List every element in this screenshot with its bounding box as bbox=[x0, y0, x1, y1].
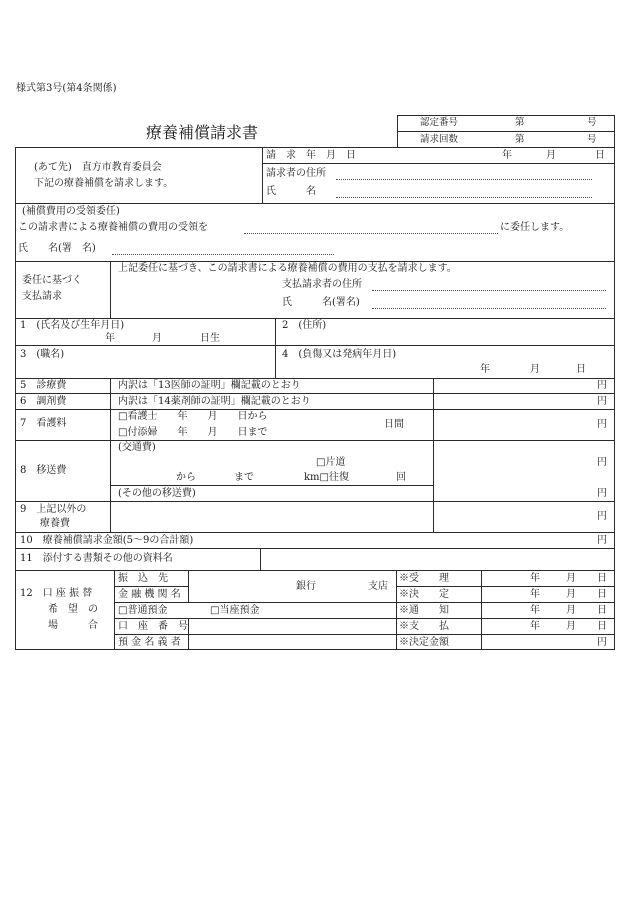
office-decided-amount-label: ※決定金額 bbox=[399, 637, 449, 648]
item-9-label-1: 9 上記以外の bbox=[20, 504, 87, 515]
other-transport-label: (その他の移送費) bbox=[118, 488, 196, 499]
office-decided-year: 年 bbox=[530, 589, 540, 600]
item-1-born: 日生 bbox=[200, 333, 220, 344]
ordinary-deposit-checkbox[interactable]: □普通預金 bbox=[118, 605, 168, 616]
office-notified-label: ※通 知 bbox=[399, 605, 449, 616]
bank-suffix: 銀行 bbox=[296, 581, 316, 592]
office-notified-month: 月 bbox=[566, 605, 576, 616]
account-holder-label: 預 金 名 義 者 bbox=[118, 637, 181, 648]
claim-count-label: 請求回数 bbox=[420, 134, 459, 145]
claim-count-dai: 第 bbox=[515, 134, 525, 145]
item-9-label-2: 療養費 bbox=[40, 518, 70, 529]
item-12-label-2: 希 望 の bbox=[48, 604, 98, 615]
item-4-year: 年 bbox=[480, 364, 490, 375]
office-received-day: 日 bbox=[597, 573, 607, 584]
current-deposit-checkbox[interactable]: □当座預金 bbox=[210, 605, 260, 616]
item-1-year: 年 bbox=[105, 333, 115, 344]
nurse-period-from: □看護士 年 月 日から bbox=[118, 411, 268, 422]
item-8-label: 8 移送費 bbox=[20, 465, 67, 476]
delegated-claim-text: 上記委任に基づき、この請求書による療養補償の費用の支払を請求します。 bbox=[118, 263, 457, 274]
office-notified-year: 年 bbox=[530, 605, 540, 616]
transport-to: まで bbox=[234, 472, 254, 483]
item-4-month: 月 bbox=[530, 364, 540, 375]
account-number-label: 口 座 番 号 bbox=[118, 621, 188, 632]
delegated-claim-label-1: 委任に基づく bbox=[22, 275, 82, 286]
claim-count-go: 号 bbox=[587, 134, 597, 145]
claim-date-year: 年 bbox=[502, 150, 512, 161]
office-decided-label: ※決 定 bbox=[399, 589, 449, 600]
office-received-month: 月 bbox=[566, 573, 576, 584]
payment-claimant-address-label: 支払請求者の住所 bbox=[282, 279, 362, 290]
payment-claimant-address-field[interactable] bbox=[372, 290, 606, 291]
item-6-label: 6 調剤費 bbox=[20, 396, 67, 407]
item-12-label-3: 場 合 bbox=[48, 620, 98, 631]
item-5-note: 内訳は「13医師の証明」欄記載のとおり bbox=[118, 380, 301, 391]
traffic-expense-label: (交通費) bbox=[118, 442, 156, 453]
office-paid-month: 月 bbox=[566, 621, 576, 632]
item-4-label: 4 (負傷又は発病年月日) bbox=[282, 349, 397, 360]
item-12-label-1: 12 口 座 振 替 bbox=[20, 588, 93, 599]
item-11-label: 11 添付する書類その他の資料名 bbox=[20, 553, 173, 564]
office-paid-year: 年 bbox=[530, 621, 540, 632]
request-statement: 下記の療養補償を請求します。 bbox=[34, 178, 174, 189]
delegation-signature-label: 氏 名(署 名) bbox=[18, 243, 96, 254]
claim-date-day: 日 bbox=[595, 150, 605, 161]
traffic-expense-yen: 円 bbox=[597, 457, 607, 468]
item-1-label: 1 (氏名及び生年月日) bbox=[20, 320, 125, 331]
claimant-name-label: 氏 名 bbox=[266, 186, 316, 197]
nursing-days: 日間 bbox=[384, 419, 404, 430]
office-notified-day: 日 bbox=[597, 605, 607, 616]
delegated-claim-label-2: 支払請求 bbox=[22, 291, 62, 302]
delegate-field[interactable] bbox=[244, 233, 498, 234]
payment-claimant-name-field[interactable] bbox=[372, 308, 606, 309]
item-2-label: 2 (住所) bbox=[282, 320, 327, 331]
office-received-label: ※受 理 bbox=[399, 573, 449, 584]
round-trip-checkbox[interactable]: km□往復 bbox=[304, 472, 349, 483]
claim-date-month: 月 bbox=[546, 150, 556, 161]
office-paid-day: 日 bbox=[597, 621, 607, 632]
attendant-period-to: □付添婦 年 月 日まで bbox=[118, 427, 268, 438]
cert-number-go: 号 bbox=[587, 117, 597, 128]
office-decided-month: 月 bbox=[566, 589, 576, 600]
item-10-label: 10 療養補償請求金額(5～9の合計額) bbox=[20, 535, 194, 546]
office-decided-amount-yen: 円 bbox=[597, 637, 607, 648]
office-received-year: 年 bbox=[530, 573, 540, 584]
branch-suffix: 支店 bbox=[368, 581, 388, 592]
payment-claimant-name-label: 氏 名(署名) bbox=[282, 297, 360, 308]
item-7-label: 7 看護料 bbox=[20, 418, 67, 429]
claimant-name-field[interactable] bbox=[336, 197, 592, 198]
claim-date-label: 請 求 年 月 日 bbox=[266, 150, 356, 161]
office-paid-label: ※支 払 bbox=[399, 621, 449, 632]
delegation-header: (補償費用の受領委任) bbox=[22, 206, 120, 217]
item-10-yen: 円 bbox=[597, 535, 607, 546]
cert-number-dai: 第 bbox=[515, 117, 525, 128]
transport-times: 回 bbox=[396, 472, 406, 483]
cert-number-label: 認定番号 bbox=[420, 117, 459, 128]
one-way-checkbox[interactable]: □片道 bbox=[316, 457, 346, 468]
item-5-yen: 円 bbox=[597, 380, 607, 391]
addressee: (あて先) 直方市教育委員会 bbox=[34, 162, 162, 173]
other-transport-yen: 円 bbox=[597, 488, 607, 499]
delegation-signature-field[interactable] bbox=[112, 254, 334, 255]
transfer-to-label: 振 込 先 bbox=[118, 573, 168, 584]
item-7-yen: 円 bbox=[597, 419, 607, 430]
transport-from: から bbox=[176, 472, 196, 483]
item-3-label: 3 (職名) bbox=[20, 349, 65, 360]
item-6-note: 内訳は「14薬剤師の証明」欄記載のとおり bbox=[118, 396, 311, 407]
claimant-address-field[interactable] bbox=[336, 179, 592, 180]
item-1-month: 月 bbox=[152, 333, 162, 344]
item-4-day: 日 bbox=[576, 364, 586, 375]
office-decided-day: 日 bbox=[597, 589, 607, 600]
page-title: 療養補償請求書 bbox=[146, 123, 259, 142]
item-5-label: 5 診療費 bbox=[20, 380, 67, 391]
financial-institution-label: 金 融 機 関 名 bbox=[118, 589, 181, 600]
delegation-text: この請求書による療養補償の費用の受領を bbox=[18, 222, 208, 233]
item-9-yen: 円 bbox=[597, 511, 607, 522]
delegation-suffix: に委任します。 bbox=[500, 222, 570, 233]
claimant-address-label: 請求者の住所 bbox=[266, 168, 326, 179]
item-6-yen: 円 bbox=[597, 396, 607, 407]
form-number: 様式第3号(第4条関係) bbox=[16, 83, 117, 94]
